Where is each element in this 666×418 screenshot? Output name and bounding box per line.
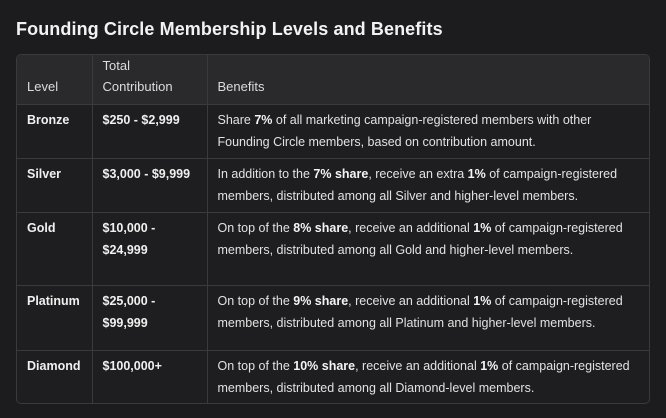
- table-header: [17, 55, 649, 105]
- level-cell: Bronze: [27, 113, 70, 127]
- table-row: [17, 213, 649, 286]
- benefit-text: , receive an additional: [355, 359, 481, 373]
- benefit-highlight: 1%: [473, 294, 492, 308]
- header-row: [17, 55, 649, 105]
- membership-levels-table: [17, 55, 649, 404]
- contribution-cell: $25,000 - $99,999: [92, 286, 207, 351]
- benefit-highlight: 8% share: [293, 221, 349, 235]
- benefit-text: In addition to the: [217, 167, 314, 181]
- benefit-text: On top of the: [217, 294, 294, 308]
- table-row: [17, 286, 649, 351]
- benefits-cell: [207, 159, 649, 213]
- level-cell: Diamond: [27, 359, 81, 373]
- benefit-text: of all marketing campaign-registered members with other Founding Circle members, based on contribution amount.: [217, 113, 592, 149]
- level-cell: Gold: [27, 221, 56, 235]
- contribution-cell: $10,000 - $24,999: [92, 213, 207, 286]
- contribution-cell: $100,000+: [92, 351, 207, 405]
- benefit-text: of campaign-registered members, distributed among all Diamond-level members.: [217, 359, 630, 395]
- benefit-text: of campaign-registered members, distributed among all Platinum and higher-level members.: [217, 294, 623, 330]
- benefit-text: On top of the: [217, 359, 294, 373]
- table-row: [17, 105, 649, 159]
- benefit-highlight: 7% share: [313, 167, 369, 181]
- benefit-text: Share: [217, 113, 255, 127]
- page-title: Founding Circle Membership Levels and Benefits: [16, 19, 443, 39]
- contribution-cell: $250 - $2,999: [92, 105, 207, 159]
- benefit-highlight: 7%: [254, 113, 273, 127]
- membership-table: [16, 54, 650, 404]
- level-cell: Silver: [27, 167, 62, 181]
- benefit-highlight: 1%: [467, 167, 486, 181]
- level-cell: Platinum: [27, 294, 80, 308]
- benefit-text: , receive an extra: [368, 167, 468, 181]
- benefit-highlight: 10% share: [293, 359, 356, 373]
- benefit-text: , receive an additional: [348, 294, 474, 308]
- benefits-cell: [207, 286, 649, 351]
- table-body: [17, 105, 649, 405]
- benefits-cell: [207, 351, 649, 405]
- benefit-highlight: 1%: [473, 221, 492, 235]
- benefit-highlight: 9% share: [293, 294, 349, 308]
- benefit-highlight: 1%: [480, 359, 499, 373]
- benefit-text: On top of the: [217, 221, 294, 235]
- benefit-text: of campaign-registered members, distributed among all Silver and higher-level members.: [217, 167, 618, 203]
- benefit-text: , receive an additional: [348, 221, 474, 235]
- header-benefits: Benefits: [207, 55, 649, 105]
- header-contribution: Total Contribution: [92, 55, 207, 105]
- header-level: Level: [27, 79, 59, 94]
- contribution-cell: $3,000 - $9,999: [92, 159, 207, 213]
- benefits-cell: [207, 105, 649, 159]
- table-row: [17, 351, 649, 405]
- benefit-text: of campaign-registered members, distributed among all Gold and higher-level members.: [217, 221, 623, 257]
- table-row: [17, 159, 649, 213]
- benefits-cell: [207, 213, 649, 286]
